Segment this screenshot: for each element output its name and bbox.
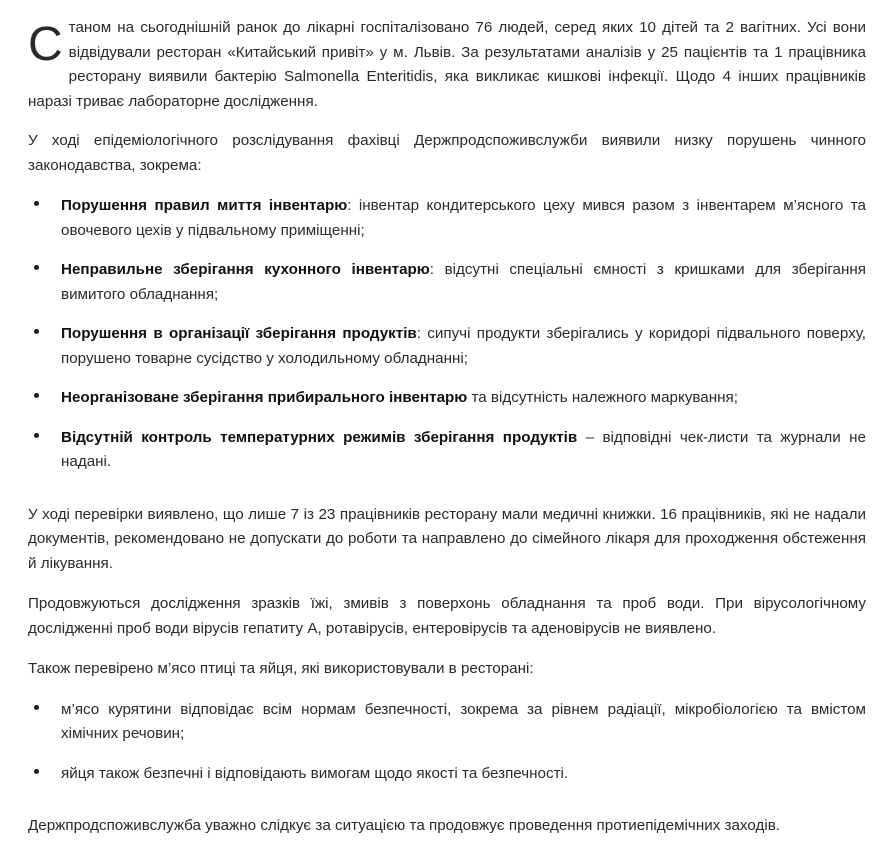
check-item: м’ясо курятини відповідає всім нормам безпечності, зокрема за рівнем радіації, мікробіологією та вмістом хімічних речовин; (28, 698, 866, 747)
violation-item (28, 322, 866, 371)
violation-text: : інвентар кондитерського цеху мився разом з інвентарем м’ясного та овочевого цехів у підвальному приміщенні; (61, 197, 866, 239)
meat-intro: Також перевірено м’ясо птиці та яйця, які використовували в ресторані: (28, 660, 534, 677)
violation-title: Неорганізоване зберігання прибирального інвентарю (61, 389, 468, 406)
violation-text: : сипучі продукти зберігались у коридорі підвального поверху, порушено товарне сусідство у холодильному обладнанні; (61, 325, 866, 367)
violations-list (28, 194, 866, 475)
closing-paragraph: Держпродспоживслужба уважно слідкує за ситуацією та продовжує проведення протиепідемічних заходів. (28, 817, 780, 834)
violation-text: : відсутні спеціальні ємності з кришками для зберігання вимитого обладнання; (61, 261, 866, 303)
staff-paragraph: У ході перевірки виявлено, що лише 7 із 23 працівників ресторану мали медичні книжки. 16 працівників, які не надали документів, рекомендовано не допускати до роботи та направлено до сімейного лікаря для проходження обстеження й лікування. (28, 505, 866, 572)
lead-paragraph (28, 16, 866, 114)
violation-item (28, 386, 866, 411)
violation-text: та відсутність належного маркування; (467, 389, 738, 406)
violation-title: Неправильне зберігання кухонного інвентарю (61, 261, 430, 278)
lead-text: таном на сьогоднішній ранок до лікарні госпіталізовано 76 людей, серед яких 10 дітей та 2 вагітних. Усі вони відвідували ресторан «Китайський привіт» у м. Львів. За результатами аналізів у 25 пацієнтів та 1 працівника ресторану виявили бактерію Salmonella Enteritidis, яка викликає кишкові інфекції. Щодо 4 інших працівників наразі триває лабораторне дослідження. (28, 19, 866, 110)
samples-paragraph: Продовжуються дослідження зразків їжі, змивів з поверхонь обладнання та проб води. При вірусологічному дослідженні проб води вірусів гепатиту А, ротавірусів, ентеровірусів та аденовірусів не виявлено. (28, 595, 866, 637)
violation-title: Порушення в організації зберігання продуктів (61, 325, 417, 342)
check-item: яйця також безпечні і відповідають вимогам щодо якості та безпечності. (28, 762, 866, 787)
drop-cap: С (28, 18, 63, 71)
violation-item (28, 258, 866, 307)
checks-list (28, 698, 866, 787)
violation-text: – відповідні чек-листи та журнали не надані. (61, 428, 866, 470)
violation-title: Відсутній контроль температурних режимів зберігання продуктів (61, 428, 578, 446)
violation-item (28, 426, 866, 475)
violation-item (28, 194, 866, 243)
violation-title: Порушення правил миття інвентарю (61, 197, 348, 214)
investigation-intro: У ході епідеміологічного розслідування фахівці Держпродспоживслужби виявили низку порушень чинного законодавства, зокрема: (28, 132, 866, 174)
